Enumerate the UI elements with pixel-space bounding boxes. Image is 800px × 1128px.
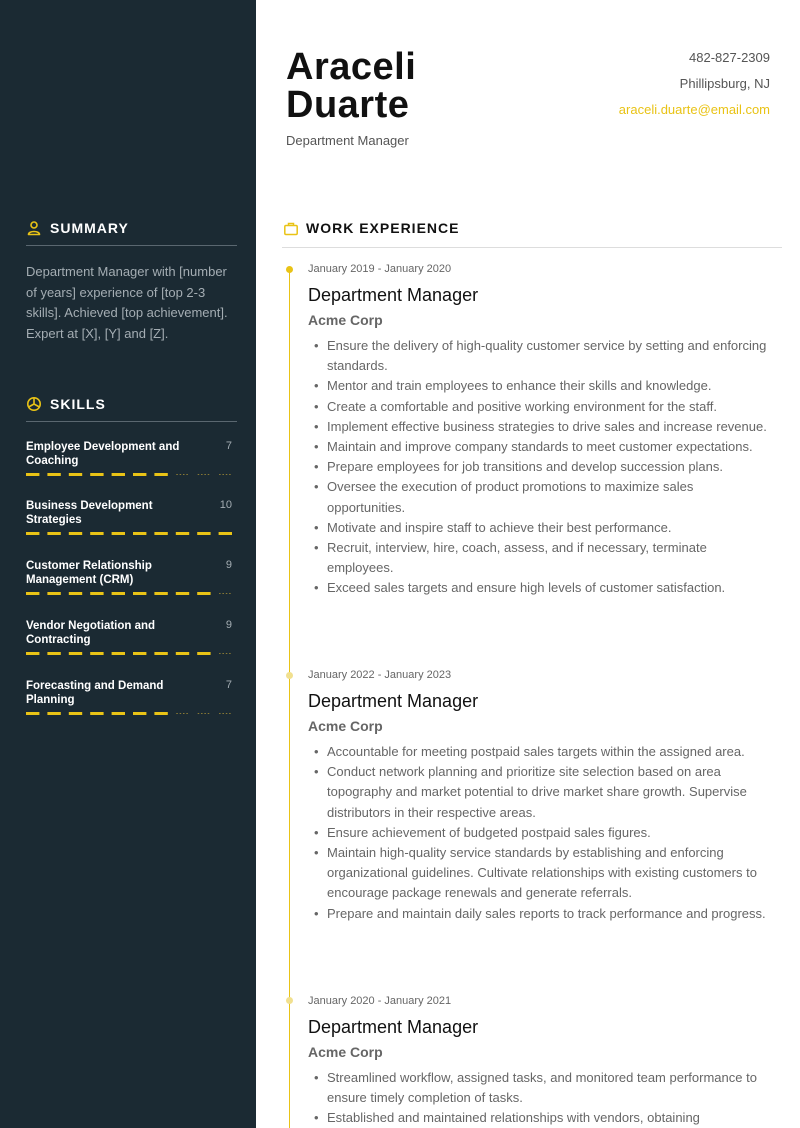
skill-bar-segment [219, 532, 232, 535]
skill-value: 7 [225, 679, 232, 691]
skill-bar-segment [47, 532, 60, 535]
skill-value: 9 [225, 559, 232, 571]
job-bullet: • Oversee the execution of product promotions to maximize sales opportunities. [308, 477, 768, 517]
summary-heading [26, 220, 237, 246]
skill-bar-segment [197, 652, 210, 655]
skill-bar-empty [226, 713, 228, 714]
skill-bar-empty [219, 653, 221, 654]
skill-bar-segment [69, 532, 82, 535]
job-bullet: • Established and maintained relationships with vendors, obtaining [308, 1108, 768, 1128]
sidebar [0, 0, 256, 1128]
skill-bar-empty [183, 713, 185, 714]
first-name: Araceli [286, 46, 417, 88]
skill-bar-segment [90, 473, 103, 476]
job-dates: January 2022 - January 2023 [308, 669, 452, 681]
job-dates: January 2020 - January 2021 [308, 995, 452, 1007]
email-link[interactable]: araceli.duarte@email.com [618, 102, 770, 117]
candidate-name [286, 48, 416, 124]
skill-bar-empty [226, 653, 228, 654]
skill-bar-segment [90, 592, 103, 595]
job-role: Department Manager [308, 285, 479, 305]
job-bullet: • Create a comfortable and positive working environment for the staff. [308, 397, 768, 417]
skill-bar-segment [154, 473, 167, 476]
skill-bar-segment [112, 652, 125, 655]
skill-bar-segment [26, 532, 39, 535]
skill-level-bar [26, 712, 232, 715]
skill-bar-empty [180, 474, 182, 475]
job-entry [308, 995, 768, 1128]
skill-level-bar [26, 473, 232, 476]
job-bullet: • Conduct network planning and prioritize site selection based on area topography and market potential to drive market share growth. Supervise distributors in their respective areas. [308, 762, 768, 823]
skill-bar-segment [176, 592, 189, 595]
skill-bar-empty [204, 713, 206, 714]
skill-bar-empty [204, 474, 206, 475]
skill-name: Forecasting and Demand Planning [26, 680, 164, 706]
skill-bar-empty [183, 474, 185, 475]
skill-bar-segment [69, 712, 82, 715]
skill-level-bar [26, 532, 232, 535]
skill-name: Business Development Strategies [26, 500, 153, 526]
skill-name: Vendor Negotiation and Contracting [26, 620, 156, 646]
skill-bar-segment [47, 712, 60, 715]
skill-bar-segment [69, 473, 82, 476]
job-role: Department Manager [308, 1017, 479, 1037]
skill-bar-segment [69, 652, 82, 655]
skill-bar-empty [229, 474, 231, 475]
skill-bar-empty [229, 653, 231, 654]
job-dates: January 2019 - January 2020 [308, 263, 452, 275]
skill-bar-empty [180, 713, 182, 714]
job-entry [308, 669, 768, 924]
skill-bar-segment [197, 592, 210, 595]
skill-bar-segment [69, 592, 82, 595]
skill-bar-segment [26, 473, 39, 476]
skill-bar-empty [176, 713, 178, 714]
skill-bar-segment [90, 532, 103, 535]
skill-bar-segment [176, 532, 189, 535]
skill-bar-segment [112, 473, 125, 476]
job-bullet: • Recruit, interview, hire, coach, assess, and if necessary, terminate employees. [308, 538, 768, 578]
job-bullet: • Implement effective business strategies to drive sales and increase revenue. [308, 417, 768, 437]
skill-bar-segment [133, 532, 146, 535]
skill-bar-empty [222, 653, 224, 654]
job-bullet: • Exceed sales targets and ensure high levels of customer satisfaction. [308, 578, 768, 598]
job-bullet: • Maintain high-quality service standards by establishing and enforcing organizational guidelines. Cultivate relationships with existing customers to encourage package renewals and generate referrals. [308, 843, 768, 904]
skill-bar-segment [154, 712, 167, 715]
skill-bar-segment [47, 592, 60, 595]
skill-bar-segment [26, 592, 39, 595]
main-content [256, 0, 800, 1128]
timeline-dot [286, 997, 293, 1004]
skill-bar-empty [208, 474, 210, 475]
skill-bar-empty [219, 713, 221, 714]
job-bullet: • Maintain and improve company standards to meet customer expectations. [308, 437, 768, 457]
skill-bar-segment [112, 712, 125, 715]
skill-bar-segment [133, 473, 146, 476]
skill-level-bar [26, 592, 232, 595]
skill-bar-segment [133, 592, 146, 595]
skill-bar-empty [186, 474, 188, 475]
skill-bar-segment [112, 592, 125, 595]
skill-bar-empty [226, 593, 228, 594]
location: Phillipsburg, NJ [679, 76, 770, 91]
job-bullet: • Motivate and inspire staff to achieve their best performance. [308, 518, 768, 538]
skill-bar-segment [90, 652, 103, 655]
skill-value: 7 [225, 440, 232, 452]
skill-bar-empty [201, 713, 203, 714]
skill-bar-segment [154, 592, 167, 595]
job-bullet: • Streamlined workflow, assigned tasks, and monitored team performance to ensure timely completion of tasks. [308, 1068, 768, 1108]
job-bullets [308, 1068, 768, 1128]
job-bullets [308, 336, 768, 599]
skill-bar-empty [222, 474, 224, 475]
skill-bar-empty [186, 713, 188, 714]
pie-chart-icon [26, 396, 42, 412]
skills-heading-label: SKILLS [50, 396, 106, 412]
skill-bar-empty [198, 713, 200, 714]
briefcase-icon [284, 222, 298, 236]
skill-name: Customer Relationship Management (CRM) [26, 560, 152, 586]
skill-bar-empty [219, 474, 221, 475]
timeline-dot [286, 266, 293, 273]
job-bullet: • Ensure achievement of budgeted postpaid sales figures. [308, 823, 768, 843]
skill-name: Employee Development and Coaching [26, 441, 180, 467]
skill-bar-empty [198, 474, 200, 475]
skill-bar-segment [154, 652, 167, 655]
skill-bar-segment [112, 532, 125, 535]
job-entry [308, 263, 768, 599]
skill-bar-empty [201, 474, 203, 475]
phone: 482-827-2309 [689, 50, 770, 65]
summary-text: Department Manager with [number of years] experience of [top 2-3 skills]. Achieved [top achievement]. Expert at [X], [Y] and [Z]. [26, 264, 228, 341]
job-bullets [308, 742, 768, 924]
skill-bar-segment [197, 532, 210, 535]
skill-bar-segment [47, 473, 60, 476]
work-experience-heading-label: WORK EXPERIENCE [306, 220, 460, 236]
job-company: Acme Corp [308, 718, 383, 734]
skill-value: 9 [225, 619, 232, 631]
skill-bar-segment [90, 712, 103, 715]
job-company: Acme Corp [308, 312, 383, 328]
skill-bar-empty [226, 474, 228, 475]
work-experience-heading [282, 218, 782, 248]
job-role: Department Manager [308, 691, 479, 711]
skills-heading [26, 396, 237, 422]
skill-bar-segment [133, 652, 146, 655]
job-bullet: • Accountable for meeting postpaid sales targets within the assigned area. [308, 742, 768, 762]
skill-bar-segment [26, 712, 39, 715]
last-name: Duarte [286, 84, 410, 126]
skill-bar-empty [229, 713, 231, 714]
job-bullet: • Prepare employees for job transitions and develop succession plans. [308, 457, 768, 477]
skill-bar-segment [154, 532, 167, 535]
contact-info [619, 50, 770, 128]
skill-bar-empty [222, 713, 224, 714]
skill-bar-empty [229, 593, 231, 594]
summary-heading-label: SUMMARY [50, 220, 129, 236]
job-bullet: • Ensure the delivery of high-quality customer service by setting and enforcing standards. [308, 336, 768, 376]
job-bullet: • Prepare and maintain daily sales reports to track performance and progress. [308, 904, 768, 924]
skill-bar-segment [26, 652, 39, 655]
skill-level-bar [26, 652, 232, 655]
skill-bar-empty [222, 593, 224, 594]
skill-value: 10 [219, 499, 232, 511]
job-company: Acme Corp [308, 1044, 383, 1060]
skill-bar-segment [47, 652, 60, 655]
skill-bar-segment [176, 652, 189, 655]
skill-bar-empty [208, 713, 210, 714]
timeline-dot [286, 672, 293, 679]
job-title: Department Manager [286, 133, 409, 148]
skill-bar-empty [219, 593, 221, 594]
skill-bar-segment [133, 712, 146, 715]
skill-bar-empty [176, 474, 178, 475]
job-bullet: • Mentor and train employees to enhance their skills and knowledge. [308, 376, 768, 396]
user-icon [26, 220, 42, 236]
